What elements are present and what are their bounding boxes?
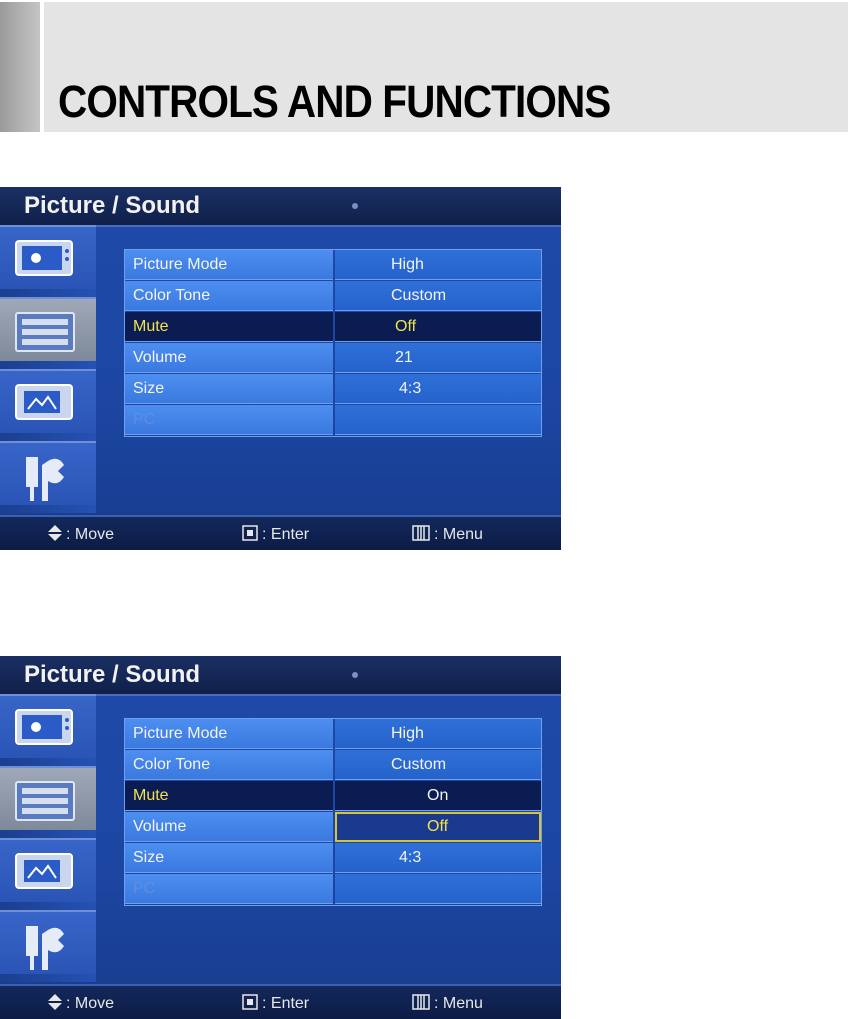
- osd-title-bar: [0, 656, 561, 696]
- menu-row-pc: [125, 405, 541, 435]
- menu-row-volume[interactable]: [125, 812, 541, 842]
- osd-title: Picture / Sound: [24, 661, 201, 688]
- osd-screen-2: [0, 656, 561, 1019]
- row-value: Custom: [391, 287, 447, 304]
- sidebar-tab-picture[interactable]: [0, 225, 96, 289]
- sound-icon: [14, 778, 78, 822]
- footer-enter-label: : Enter: [262, 995, 310, 1012]
- osd-screen-1: [0, 187, 561, 550]
- footer-move: [48, 525, 114, 544]
- row-value: 21: [395, 349, 413, 366]
- menu-row-mute[interactable]: [125, 312, 541, 342]
- sidebar-tab-setup[interactable]: [0, 910, 96, 974]
- screen-icon: [14, 381, 78, 425]
- row-label: Color Tone: [133, 756, 211, 773]
- menu-icon: [412, 994, 430, 1010]
- footer-enter-label: : Enter: [262, 526, 310, 543]
- menu-row-color-tone[interactable]: [125, 750, 541, 780]
- osd-title: Picture / Sound: [24, 192, 201, 219]
- footer-move: [48, 994, 114, 1013]
- menu-row-picture-mode[interactable]: [125, 250, 541, 280]
- row-label: Picture Mode: [133, 256, 228, 273]
- row-label: Picture Mode: [133, 725, 228, 742]
- title-dot: [352, 672, 358, 678]
- row-label: Color Tone: [133, 287, 211, 304]
- row-value: 4:3: [399, 380, 422, 397]
- osd-footer: [0, 515, 561, 550]
- row-value: High: [391, 256, 424, 273]
- row-value: 4:3: [399, 849, 422, 866]
- footer-menu-label: : Menu: [434, 526, 483, 543]
- sidebar-tab-screen[interactable]: [0, 369, 96, 433]
- sidebar-tab-screen[interactable]: [0, 838, 96, 902]
- menu-row-size[interactable]: [125, 374, 541, 404]
- picture-icon: [14, 706, 78, 750]
- sidebar-tab-sound[interactable]: [0, 297, 96, 361]
- menu-row-mute[interactable]: [125, 781, 541, 811]
- row-label: Mute: [133, 787, 169, 804]
- option-on[interactable]: [335, 781, 541, 811]
- setup-icon: [14, 922, 78, 974]
- row-label: Volume: [133, 818, 187, 835]
- header-side-bar: [0, 2, 40, 132]
- sidebar: [0, 225, 96, 513]
- footer-enter: [242, 994, 309, 1013]
- footer-menu-label: : Menu: [434, 995, 483, 1012]
- menu-row-pc: [125, 874, 541, 904]
- sound-icon: [14, 309, 78, 353]
- row-label: PC: [133, 880, 156, 897]
- sidebar-tab-sound[interactable]: [0, 766, 96, 830]
- menu-row-volume[interactable]: [125, 343, 541, 373]
- footer-menu: [412, 525, 483, 544]
- osd-title-bar: [0, 187, 561, 227]
- osd-footer: [0, 984, 561, 1019]
- sidebar-tab-picture[interactable]: [0, 694, 96, 758]
- sidebar-tab-setup[interactable]: [0, 441, 96, 505]
- menu-row-size[interactable]: [125, 843, 541, 873]
- up-down-arrow-icon: [48, 525, 62, 541]
- menu-icon: [412, 525, 430, 541]
- row-label: Size: [133, 849, 165, 866]
- picture-icon: [14, 237, 78, 281]
- page-title: CONTROLS AND FUNCTIONS: [58, 76, 611, 127]
- footer-move-label: : Move: [66, 526, 115, 543]
- menu-row-picture-mode[interactable]: [125, 719, 541, 749]
- row-value: On: [427, 787, 449, 804]
- row-value: Custom: [391, 756, 447, 773]
- menu-table: [124, 718, 542, 906]
- screen-icon: [14, 850, 78, 894]
- row-value: Off: [427, 818, 449, 835]
- row-label: Volume: [133, 349, 187, 366]
- title-dot: [352, 203, 358, 209]
- sidebar: [0, 694, 96, 982]
- row-label: Mute: [133, 318, 169, 335]
- footer-menu: [412, 994, 483, 1013]
- row-value: Off: [395, 318, 417, 335]
- menu-row-color-tone[interactable]: [125, 281, 541, 311]
- up-down-arrow-icon: [48, 994, 62, 1010]
- option-off-selected[interactable]: [335, 812, 541, 842]
- row-value: High: [391, 725, 424, 742]
- footer-enter: [242, 525, 309, 544]
- menu-table: [124, 249, 542, 437]
- footer-move-label: : Move: [66, 995, 115, 1012]
- enter-icon: [242, 525, 258, 541]
- setup-icon: [14, 453, 78, 505]
- row-label: Size: [133, 380, 165, 397]
- row-label: PC: [133, 411, 156, 428]
- enter-icon: [242, 994, 258, 1010]
